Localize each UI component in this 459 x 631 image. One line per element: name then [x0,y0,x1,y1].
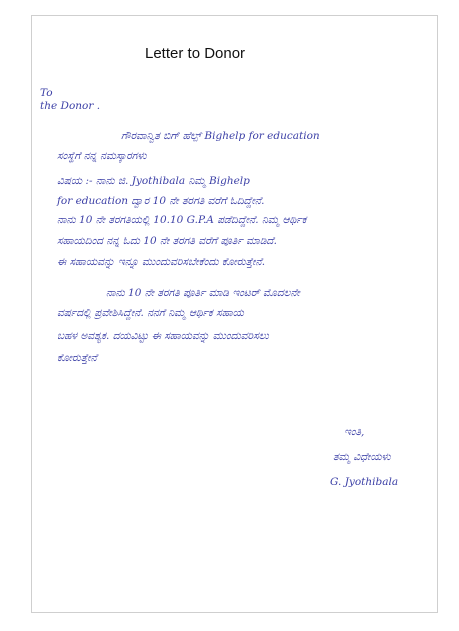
letter-line: for education ದ್ವಾರ 10 ನೇ ತರಗತಿ ವರೆಗೆ ಓದಿದ್ದೇನೆ. [57,195,265,207]
salutation-to: To [40,87,53,99]
letter-line: ವರ್ಷದಲ್ಲಿ ಪ್ರವೇಶಿಸಿದ್ದೇನೆ. ನನಗೆ ನಿಮ್ಮ ಆರ್ಥಿಕ ಸಹಾಯ [57,307,244,319]
letter-line: ಈ ಸಹಾಯವನ್ನು ಇನ್ನೂ ಮುಂದುವರಿಸಬೇಕೆಂದು ಕೋರುತ್ತೇನೆ. [57,256,266,268]
closing-line: ಇಂತಿ, [344,426,365,438]
letter-line: ಗೌರವಾನ್ವಿತ ಬಿಗ್ ಹೆಲ್ಪ್ Bighelp for education [121,130,320,142]
letter-line: ಕೋರುತ್ತೇನೆ [57,352,97,364]
letter-line: ವಿಷಯ :- ನಾನು ಜಿ. Jyothibala ನಿಮ್ಮ Bighelp [57,175,250,187]
signature-name: G. Jyothibala [330,476,399,488]
letter-line: ನಾನು 10 ನೇ ತರಗತಿಯಲ್ಲಿ 10.10 G.P.A ಪಡೆದಿದ್ದೇನೆ. ನಿಮ್ಮ ಆರ್ಥಿಕ [57,214,307,226]
letter-line: ಸಹಾಯದಿಂದ ನನ್ನ ಓದು 10 ನೇ ತರಗತಿ ವರೆಗೆ ಪೂರ್ತಿ ಮಾಡಿದೆ. [57,235,277,247]
page-title: Letter to Donor [145,45,246,62]
letter-line: ನಾನು 10 ನೇ ತರಗತಿ ಪೂರ್ತಿ ಮಾಡಿ ಇಂಟರ್ ಮೊದಲನೇ [106,287,300,299]
letter-line: ಬಹಳ ಅವಶ್ಯಕ. ದಯವಿಟ್ಟು ಈ ಸಹಾಯವನ್ನು ಮುಂದುವರಿಸಲು [57,330,269,342]
closing-line: ತಮ್ಮ ವಿಧೇಯಳು [333,451,391,463]
letter-line: ಸಂಸ್ಥೆಗೆ ನನ್ನ ನಮಸ್ಕಾರಗಳು [57,150,147,162]
salutation-recipient: the Donor . [40,100,101,112]
